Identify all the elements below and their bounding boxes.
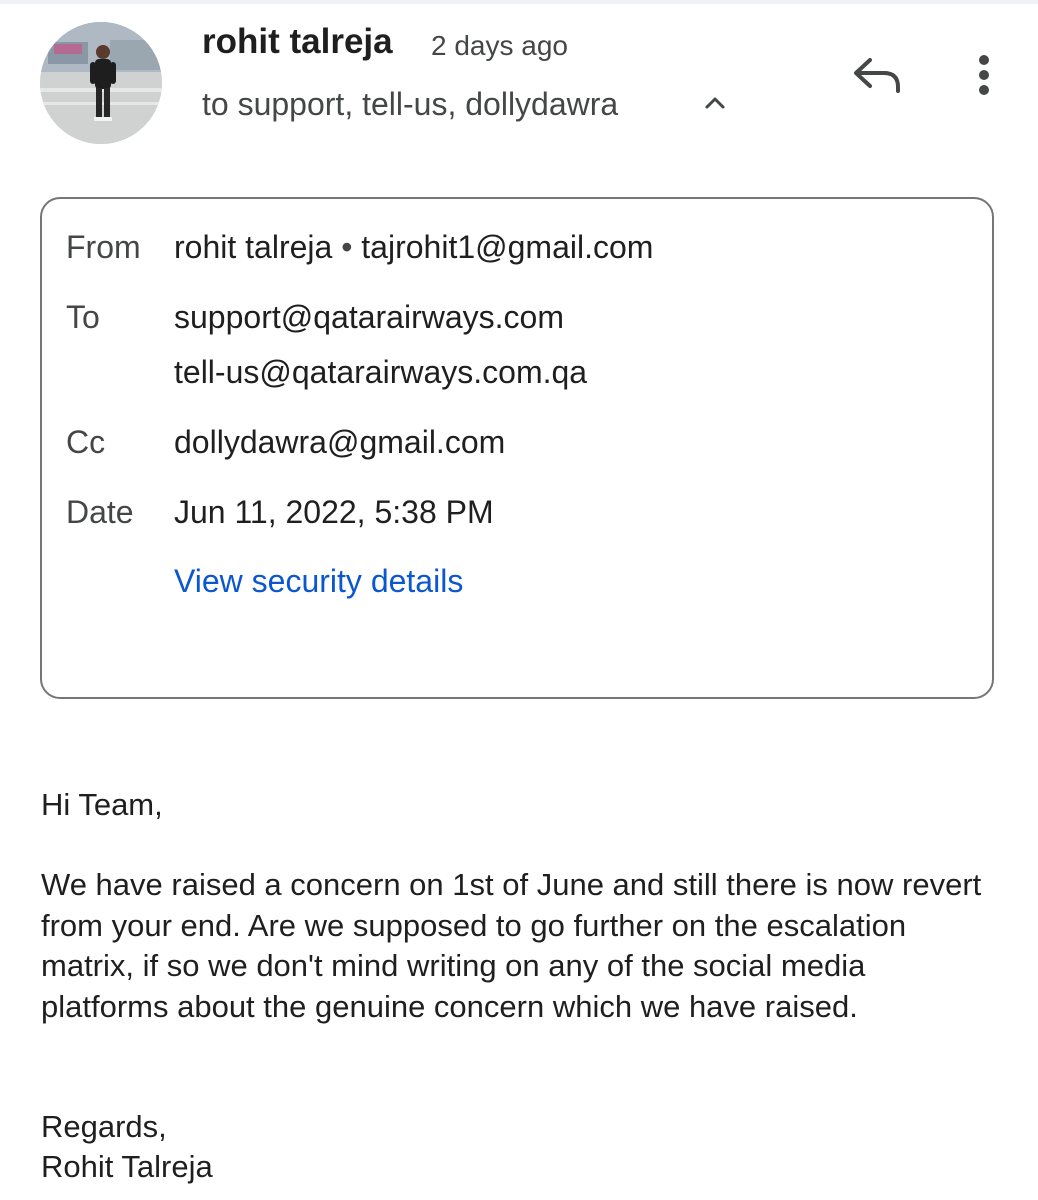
date-label: Date xyxy=(66,494,134,530)
top-strip xyxy=(0,0,1038,4)
more-options-button[interactable] xyxy=(962,50,1006,100)
cc-recipient[interactable]: dollydawra@gmail.com xyxy=(174,424,506,460)
recipients-summary[interactable]: to support, tell-us, dollydawra xyxy=(202,86,619,122)
to-recipient[interactable]: support@qatarairways.com xyxy=(174,299,564,335)
to-recipient[interactable]: tell-us@qatarairways.com.qa xyxy=(174,354,588,390)
from-label: From xyxy=(66,229,141,265)
to-label: To xyxy=(66,299,100,335)
from-value xyxy=(174,229,653,266)
from-name: rohit talreja xyxy=(174,229,333,265)
message-paragraph: We have raised a concern on 1st of June and still there is now revert from your end. Are we supposed to go further on the escalation matrix, if so we don't mind writing on any of the social media platforms about the genuine concern which we have raised. xyxy=(41,867,982,1024)
view-security-details-link[interactable]: View security details xyxy=(174,563,464,599)
greeting: Hi Team, xyxy=(41,787,163,822)
signature-name: Rohit Talreja xyxy=(41,1149,213,1184)
more-vert-icon xyxy=(962,50,1006,100)
reply-button[interactable] xyxy=(848,50,908,100)
sender-name: rohit talreja xyxy=(202,22,393,61)
reply-icon xyxy=(848,50,908,100)
cc-label: Cc xyxy=(66,424,106,460)
chevron-up-icon[interactable] xyxy=(702,92,728,112)
date-value: Jun 11, 2022, 5:38 PM xyxy=(174,494,494,530)
from-email[interactable]: tajrohit1@gmail.com xyxy=(361,229,654,265)
from-separator: • xyxy=(341,229,353,265)
avatar-photo xyxy=(40,22,162,144)
time-ago: 2 days ago xyxy=(431,30,568,61)
signoff: Regards, xyxy=(41,1109,167,1144)
sender-avatar[interactable] xyxy=(40,22,162,144)
